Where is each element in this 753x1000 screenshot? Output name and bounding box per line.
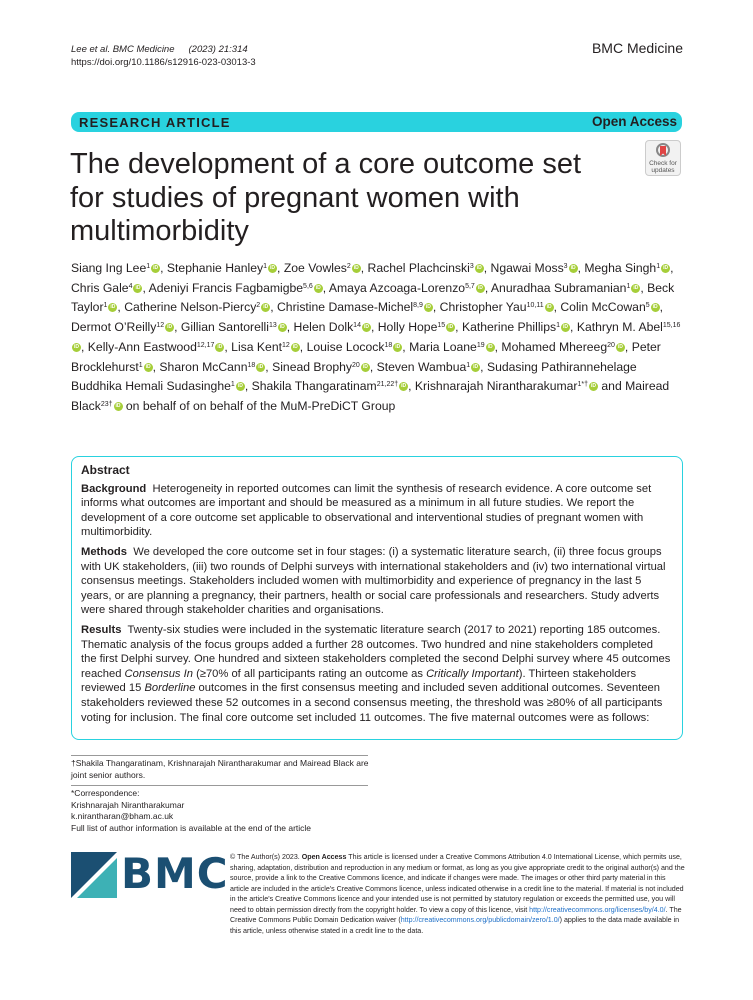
results-text-3: ). Thirteen stakeholders reviewed 15	[81, 667, 637, 695]
author-affiliation: 1	[556, 322, 561, 330]
author-affiliation: 2	[346, 263, 351, 270]
author[interactable]	[377, 360, 481, 374]
orcid-icon[interactable]	[424, 303, 433, 312]
orcid-icon[interactable]	[352, 264, 361, 273]
orcid-icon[interactable]	[151, 264, 160, 273]
orcid-icon[interactable]	[278, 323, 287, 332]
author[interactable]	[501, 340, 624, 354]
correspondence-name: Krishnarajah Nirantharakumar	[71, 799, 185, 810]
orcid-icon[interactable]	[114, 402, 123, 411]
author[interactable]	[491, 261, 578, 275]
license-copyright: © The Author(s) 2023.	[230, 853, 300, 861]
orcid-icon[interactable]	[268, 264, 277, 273]
orcid-icon[interactable]	[561, 323, 570, 332]
authors-tail: on behalf of on behalf of the MuM-PreDiCT Group	[125, 398, 396, 413]
author[interactable]	[272, 360, 370, 374]
author[interactable]	[491, 281, 640, 295]
orcid-icon[interactable]	[256, 363, 265, 372]
author[interactable]	[284, 261, 361, 275]
orcid-icon[interactable]	[291, 343, 300, 352]
correspondence-heading: *Correspondence:	[71, 788, 140, 798]
author-name: Holly Hope	[377, 320, 438, 335]
correspondence-email[interactable]: k.nirantharan@bham.ac.uk	[71, 811, 174, 821]
license-link-cc-by[interactable]: http://creativecommons.org/licenses/by/4.0/	[529, 905, 666, 914]
author-name: Beck Taylor	[71, 280, 675, 315]
author-name: Kathryn M. Abel	[576, 320, 663, 335]
orcid-icon[interactable]	[471, 363, 480, 372]
author-name: Steven Wambua	[376, 359, 467, 374]
orcid-icon[interactable]	[446, 323, 455, 332]
author-affiliation: 14	[353, 322, 361, 330]
author-affiliation: 4	[128, 282, 133, 290]
author-affiliation: 3	[563, 263, 568, 270]
license-link-cc0[interactable]: http://creativecommons.org/publicdomain/zero/1.0/	[400, 916, 560, 924]
orcid-icon[interactable]	[261, 303, 270, 312]
orcid-icon[interactable]	[569, 264, 578, 273]
author[interactable]	[409, 340, 495, 354]
author-name: Sudasing Pathirannehelage Buddhika Hemali Sudasinghe	[71, 359, 637, 394]
license-body-3: ) applies to the data made available in this article, unless otherwise stated in a credit line to the data.	[230, 916, 680, 935]
results-text-1: Twenty-six studies were included in the systematic literature search (2017 to 2021) reporting 185 outcomes. Thematic analysis of the focus groups added a further 28 outcomes. Two hundred and nine stakeholders completed the first Delphi survey. One hundred and sixteen stakeholders completed the second Delphi survey where 45 outcomes reached	[81, 623, 671, 680]
author-affiliation: 5,7	[465, 282, 475, 290]
author-name: Stephanie Hanley	[166, 261, 264, 275]
author[interactable]	[277, 300, 433, 314]
author-affiliation: 12	[156, 322, 165, 330]
abstract-box	[71, 456, 683, 740]
license-body-1: This article is licensed under a Creative Commons Attribution 4.0 International License, which permits use, sharing, adaptation, distribution and reproduction in any medium or format, as long as you give appropriate credit to the original author(s) and the source, provide a link to the Creative Commons licence, and indicate if changes were made. The images or other third party material in this article are included in the article's Creative Commons licence, unless indicated otherwise in a credit line to the material. If material is not included in the article's Creative Commons licence and your intended use is not permitted by statutory regulation or exceeds the permitted use, you will need to obtain permission directly from the copyright holder. To view a copy of this licence, visit	[230, 853, 685, 914]
author-name: Megha Singh	[584, 261, 657, 275]
author-name: Rachel Plachcinski	[367, 261, 470, 275]
abstract-methods	[81, 545, 671, 618]
orcid-icon[interactable]	[72, 343, 81, 352]
author-affiliation: 12	[282, 341, 290, 349]
author-affiliation: 8,9	[413, 302, 423, 310]
check-for-updates-badge[interactable]	[645, 140, 681, 176]
orcid-icon[interactable]	[165, 323, 174, 332]
author-affiliation: 1	[138, 361, 143, 369]
article-type-banner	[71, 112, 682, 132]
author-affiliation: 18	[384, 341, 393, 349]
orcid-icon[interactable]	[616, 343, 625, 352]
author-affiliation: 1*†	[577, 381, 589, 389]
author-affiliation: 23†	[100, 400, 113, 408]
bookmark-icon	[654, 143, 672, 159]
author[interactable]	[149, 281, 323, 295]
orcid-icon[interactable]	[314, 284, 323, 293]
author-list: Siang Ing Lee$^1$iD , Stephanie Hanley$^1$iD , Zoe Vowles$^2$iD , Rachel Plachcinski$^3$iD , Ngawai Moss$^3$iD , Megha Singh$^1$iD , Chris Gale$^4$iD , Adeniyi Francis Fagbamigbe$^{5,6}$iD , Amaya Azcoaga-Lorenzo$^{5,7}$iD , Anuradhaa Subramanian$^1$iD , Beck Taylor$^1$iD , Catherine Nelson-Piercy$^2$iD , Christine Damase-Michel$^{8,9}$iD , Christopher Yau$^{10,11}$iD , Colin McCowan$^5$iD , Dermot O’Reilly$^{12}$iD , Gillian Santorelli$^{13}$iD , Helen Dolk$^{14}$iD , Holly Hope$^{15}$iD , Katherine Phillips$^1$iD , Kathryn M. Abel$^{15,16}$iD, Kelly-Ann Eastwood$^{12,17}$iD , Lisa Kent$^{12}$iD , Louise Locock$^{18}$iD , Maria Loane$^{19}$iD , Mohamed Mhereeg$^{20}$iD , Peter Brocklehurst$^1$iD , Sharon McCann$^{18}$iD , Sinead Brophy$^{20}$iD , Steven Wambua$^1$iD , Sudasing Pathirannehelage Buddhika Hemali Sudasinghe$^1$iD , Shakila Thangaratinam$^{21,22\dagger}$iD , Krishnarajah Nirantharakumar$^{1*\dagger}$iD and Mairead Black$^{23\dagger}$iD on behalf of on behalf of the MuM-PreDiCT Group	[71, 259, 683, 417]
authors-and: and	[601, 379, 622, 394]
author-affiliation: 5	[645, 302, 650, 310]
author-affiliation: 13	[268, 322, 277, 330]
journal-name: BMC Medicine	[591, 40, 683, 56]
author[interactable]	[71, 261, 160, 275]
author-name: Colin McCowan	[560, 300, 646, 315]
check-updates-line1: Check for	[649, 160, 677, 167]
author[interactable]	[231, 340, 300, 354]
author-name: Maria Loane	[409, 339, 477, 354]
abstract-heading: Abstract	[81, 463, 130, 477]
author-affiliation: 20	[352, 361, 360, 369]
senior-authors-note: †Shakila Thangaratinam, Krishnarajah Nirantharakumar and Mairead Black are joint senior authors.	[71, 758, 369, 780]
license-body-2: . The Creative Commons Public Domain Dedication waiver (	[230, 905, 682, 924]
author-name: Anuradhaa Subramanian	[490, 280, 627, 295]
results-borderline: Borderline	[144, 682, 196, 695]
author-name: Gillian Santorelli	[180, 320, 269, 335]
author-name: Dermot O’Reilly	[71, 320, 157, 335]
author[interactable]	[71, 320, 174, 334]
author-affiliation: 2	[256, 302, 261, 310]
author-name: Chris Gale	[71, 280, 129, 295]
author-affiliation: 1	[263, 263, 268, 270]
author-affiliation: 1	[103, 302, 108, 310]
correspondence-block	[71, 788, 371, 834]
author-name: Zoe Vowles	[283, 261, 347, 275]
bmc-logo-text: BMC	[121, 849, 229, 898]
author-affiliation: 1	[146, 263, 151, 270]
author[interactable]	[252, 379, 409, 393]
license-text	[230, 852, 685, 936]
author[interactable]	[329, 281, 485, 295]
citation-authors: Lee et al. BMC Medicine	[71, 44, 175, 55]
footnote-rule-2	[71, 785, 368, 786]
author[interactable]	[560, 300, 659, 314]
open-access-label: Open Access	[591, 114, 677, 129]
orcid-icon[interactable]	[631, 284, 640, 293]
orcid-icon[interactable]	[545, 303, 554, 312]
orcid-icon[interactable]	[589, 382, 598, 391]
check-updates-line2: updates	[651, 167, 675, 174]
abstract-background	[81, 482, 671, 540]
results-consensus-in: Consensus In	[124, 667, 193, 680]
author-affiliation: 12,17	[196, 341, 215, 349]
author[interactable]	[294, 320, 371, 334]
orcid-icon[interactable]	[661, 264, 670, 273]
author-affiliation: 1	[230, 381, 235, 389]
author[interactable]	[368, 261, 484, 275]
running-header	[71, 43, 256, 69]
bmc-logo	[71, 849, 229, 899]
author[interactable]	[440, 300, 554, 314]
methods-text: We developed the core outcome set in four stages: (i) a systematic literature search, (ii) three focus groups with UK stakeholders, (iii) two rounds of Delphi surveys with international stakeholders and (iv) two international virtual consensus meetings. Stakeholders included women with multimorbidity and experience of pregnancy in the last 5 years, or are planning a pregnancy, their partners, health or social care professionals and researchers. Study adverts were shared through stakeholder charities and organisations.	[81, 545, 666, 617]
author-affiliation: 21,22†	[376, 381, 399, 389]
author-name: Katherine Phillips	[461, 320, 557, 335]
author-affiliation: 1	[656, 263, 661, 270]
author[interactable]	[181, 320, 287, 334]
background-heading: Background	[81, 482, 147, 495]
results-critically-important: Critically Important	[426, 667, 519, 680]
bmc-logo-mark-icon	[71, 852, 117, 898]
results-heading: Results	[81, 623, 122, 636]
article-title: The development of a core outcome set for studies of pregnant women with multimorbidity	[70, 148, 582, 247]
orcid-icon[interactable]	[399, 382, 408, 391]
results-text-4: outcomes in the first consensus meeting and included seven additional outcomes. Seventeen stakeholders reviewed these 52 outcomes in a second consensus meeting, the threshold was ≥80% of all participants voting for inclusion. The final core outcome set included 11 outcomes. The five maternal outcomes were as follows:	[81, 682, 663, 724]
author[interactable]	[71, 281, 142, 295]
abstract-results	[81, 623, 671, 725]
author-affiliation: 3	[469, 263, 474, 270]
author-name: Catherine Nelson-Piercy	[124, 300, 257, 315]
author-name: Helen Dolk	[293, 320, 354, 335]
orcid-icon[interactable]	[215, 343, 224, 352]
author-name: Siang Ing Lee	[71, 261, 147, 275]
author-affiliation: 5,6	[303, 282, 313, 290]
author[interactable]	[378, 320, 455, 334]
author-name: Ngawai Moss	[490, 261, 564, 275]
author-affiliation: 10,11	[526, 302, 544, 310]
author-name: Krishnarajah Nirantharakumar	[414, 379, 578, 394]
footnote-rule-1	[71, 755, 368, 756]
author[interactable]	[584, 261, 670, 275]
author[interactable]	[124, 300, 270, 314]
doi-link[interactable]: https://doi.org/10.1186/s12916-023-03013-3	[71, 57, 256, 68]
author-name: Adeniyi Francis Fagbamigbe	[148, 280, 304, 295]
author-affiliation: 19	[476, 341, 485, 349]
author-name: Mairead Black	[71, 379, 670, 413]
author[interactable]	[415, 379, 598, 393]
orcid-icon[interactable]	[108, 303, 117, 312]
orcid-icon[interactable]	[144, 363, 153, 372]
author[interactable]	[307, 340, 403, 354]
author-name: Lisa Kent	[231, 339, 282, 354]
author-affiliation: 1	[626, 282, 631, 290]
author-name: Christine Damase-Michel	[276, 300, 414, 315]
methods-heading: Methods	[81, 545, 127, 558]
author-info-note: Full list of author information is available at the end of the article	[71, 822, 312, 833]
author[interactable]	[159, 360, 265, 374]
author-affiliation: 15	[437, 322, 446, 330]
author-name: Shakila Thangaratinam	[251, 379, 377, 394]
author[interactable]	[88, 340, 225, 354]
orcid-icon[interactable]	[133, 284, 142, 293]
author-name: Christopher Yau	[439, 300, 527, 315]
author-affiliation: 15,16	[662, 322, 681, 330]
author-name: Louise Locock	[306, 339, 385, 354]
author-affiliation: 20	[607, 341, 615, 349]
orcid-icon[interactable]	[486, 343, 495, 352]
author-name: Amaya Azcoaga-Lorenzo	[328, 280, 466, 295]
author[interactable]	[167, 261, 277, 275]
article-type: RESEARCH ARTICLE	[79, 115, 231, 130]
author[interactable]	[462, 320, 570, 334]
license-open-access: Open Access	[301, 853, 347, 861]
orcid-icon[interactable]	[476, 284, 485, 293]
citation-year: (2023) 21:314	[188, 44, 248, 55]
author-name: Sharon McCann	[159, 359, 248, 374]
author-name: Kelly-Ann Eastwood	[87, 339, 197, 354]
orcid-icon[interactable]	[362, 323, 371, 332]
orcid-icon[interactable]	[361, 363, 370, 372]
author-name: Mohamed Mhereeg	[501, 339, 608, 354]
results-text-2: (≥70% of all participants rating an outcome as	[196, 667, 423, 680]
orcid-icon[interactable]	[236, 382, 245, 391]
author-affiliation: 1	[466, 361, 471, 369]
orcid-icon[interactable]	[393, 343, 402, 352]
orcid-icon[interactable]	[651, 303, 660, 312]
author-name: Sinead Brophy	[272, 359, 353, 374]
orcid-icon[interactable]	[475, 264, 484, 273]
background-text: Heterogeneity in reported outcomes can limit the synthesis of research evidence. A core outcome set informs what outcomes are important and should be measured as a minimum in all future studies. We report the development of a core outcome set applicable to observational and interventional studies of pregnant women with multimorbidity.	[81, 482, 652, 539]
author-name: Peter Brocklehurst	[71, 339, 661, 374]
author-affiliation: 18	[247, 361, 256, 369]
